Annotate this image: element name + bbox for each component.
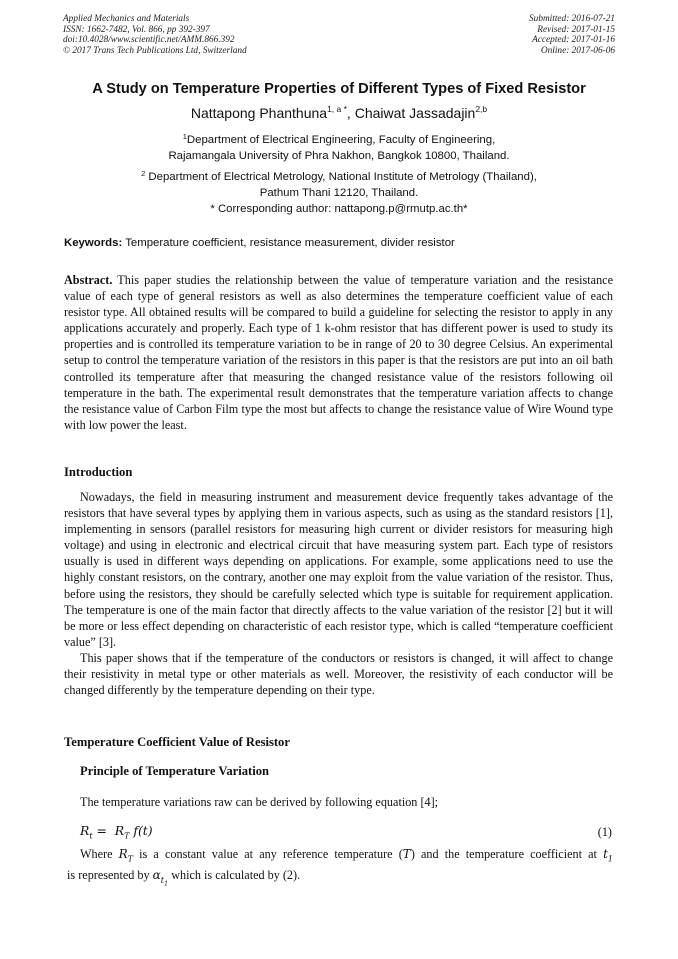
introduction-heading: Introduction — [64, 465, 133, 479]
keywords-label: Keywords: — [64, 237, 123, 249]
journal-issn: ISSN: 1662-7482, Vol. 866, pp 392-397 — [63, 24, 210, 35]
author-1-name: Nattapong Phanthuna — [190, 105, 328, 121]
affiliation-1-line-1: Department of Electrical Engineering, Faculty of Engineering, — [186, 134, 496, 146]
equation-function: f(t) — [129, 823, 153, 838]
math-symbol-alpha: $\alpha_{t_1}$ — [152, 868, 169, 888]
date-submitted: Submitted: 2016-07-21 — [529, 14, 615, 24]
journal-doi: doi:10.4028/www.scientific.net/AMM.866.392 — [63, 35, 235, 46]
journal-header-left — [63, 14, 247, 56]
equation-1 — [80, 823, 153, 840]
subsection-heading-principle: Principle of Temperature Variation — [80, 764, 270, 778]
affiliation-1-line-2: Rajamangala University of Phra Nakhon, Bangkok 10800, Thailand. — [168, 149, 510, 162]
author-separator: , — [346, 105, 355, 121]
introduction-body — [64, 489, 613, 698]
author-1-affiliation-marker: 1, a * — [327, 104, 347, 114]
explanation-text: Where — [80, 847, 119, 861]
affiliation-2 — [0, 166, 678, 202]
journal-header-right — [529, 14, 615, 56]
author-list — [0, 104, 678, 121]
affiliation-1-marker: 1 — [182, 132, 187, 141]
explanation-text: is represented by — [64, 868, 153, 883]
keywords-text: Temperature coefficient, resistance measurement, divider resistor — [122, 237, 455, 249]
abstract-label: Abstract. — [64, 273, 113, 287]
math-symbol-r: $R_T$ — [118, 847, 134, 864]
introduction-paragraph-1: Nowadays, the field in measuring instrument and measurement device frequently takes advantage of the resistors that have several types by applying them in various aspects, such as using as the standard resistors [1], implementing in sensors (parallel resistors for measuring high current or divider resistors for measuring high voltage) and using in electronic and electrical circuit that have measuring system part. Each type of resistors usually is used in different ways depending on applications. For example, some applications need to use the highly constant resistors, on the contrary, another one may exploit from the value variation of the resistor. Thus, before using the resistors, they should be carefully selected which type is suitable for requirement application. The temperature is one of the main factor that directly affects to the value variation of the resistor [2] but it will be more or less effect depending on characteristic of each resistor type, which is called “temperature coefficient value” [3]. — [64, 490, 613, 649]
abstract — [64, 272, 613, 433]
date-revised: Revised: 2017-01-15 — [537, 24, 615, 35]
equation-symbol-r: R — [114, 823, 125, 838]
date-online: Online: 2017-06-06 — [540, 45, 615, 56]
introduction-paragraph-2: This paper shows that if the temperature of the conductors or resistors is changed, it will affect to change their resistivity in metal type or other materials as well. Moreover, the resistivity of each conductor will be changed differently by the temperature depending on their type. — [64, 650, 613, 698]
affiliation-2-marker: 2 — [141, 169, 146, 178]
author-2-name: Chaiwat Jassadajin — [354, 105, 476, 121]
section-heading-temperature-coefficient: Temperature Coefficient Value of Resistor — [64, 735, 290, 749]
explanation-text: ) and the temperature coefficient at — [410, 847, 597, 861]
explanation-text: is a constant value at any reference temperature ( — [133, 847, 403, 861]
equation-equals: = — [92, 823, 115, 838]
date-accepted: Accepted: 2017-01-16 — [532, 35, 615, 46]
equation-subscript: t — [89, 831, 93, 841]
affiliation-2-line-2: Pathum Thani 12120, Thailand. — [259, 186, 419, 199]
affiliation-1 — [0, 129, 678, 165]
equation-intro-sentence: The temperature variations raw can be derived by following equation [4]; — [80, 795, 439, 809]
keywords — [64, 237, 624, 249]
equation-1-number: (1) — [597, 825, 612, 839]
explanation-text: which is calculated by (2). — [168, 868, 301, 883]
author-2-affiliation-marker: 2,b — [475, 104, 488, 114]
affiliation-2-line-1: Department of Electrical Metrology, National Institute of Metrology (Thailand), — [145, 171, 537, 183]
equation-explanation — [64, 846, 613, 892]
paper-title: A Study on Temperature Properties of Different Types of Fixed Resistor — [92, 81, 586, 97]
math-symbol-t1: $t_1$ — [603, 847, 613, 864]
abstract-text: This paper studies the relationship between the value of temperature variation and the resistance value of each type of general resistors as well as also determines the temperature coefficient value of each resistor type. All obtained results will be compared to build a guideline for selecting the resistor to apply in any applications accurately and properly. Each type of 1 k-ohm resistor that has different power is used to study its properties and is controlled its temperature variation to be in range of 20 to 30 degree Celsius. An experimental setup to control the temperature variation of the resistors in this paper is that the resistors are put into an oil bath controlled its temperature after that measuring the changed resistance value of the resistors following oil temperature in the bath. The experimental result demonstrates that the temperature variation affects to change the resistance value of Carbon Film type the most but affects to change the resistance value of Wire Wound type with low power the least. — [64, 273, 613, 432]
math-symbol-t: T — [402, 847, 411, 861]
equation-symbol-r: R — [80, 823, 90, 838]
equation-subscript: T — [124, 831, 130, 841]
journal-name: Applied Mechanics and Materials — [63, 14, 190, 24]
journal-copyright: © 2017 Trans Tech Publications Ltd, Switzerland — [63, 45, 247, 56]
corresponding-author: * Corresponding author: nattapong.p@rmutp.ac.th* — [210, 203, 468, 215]
